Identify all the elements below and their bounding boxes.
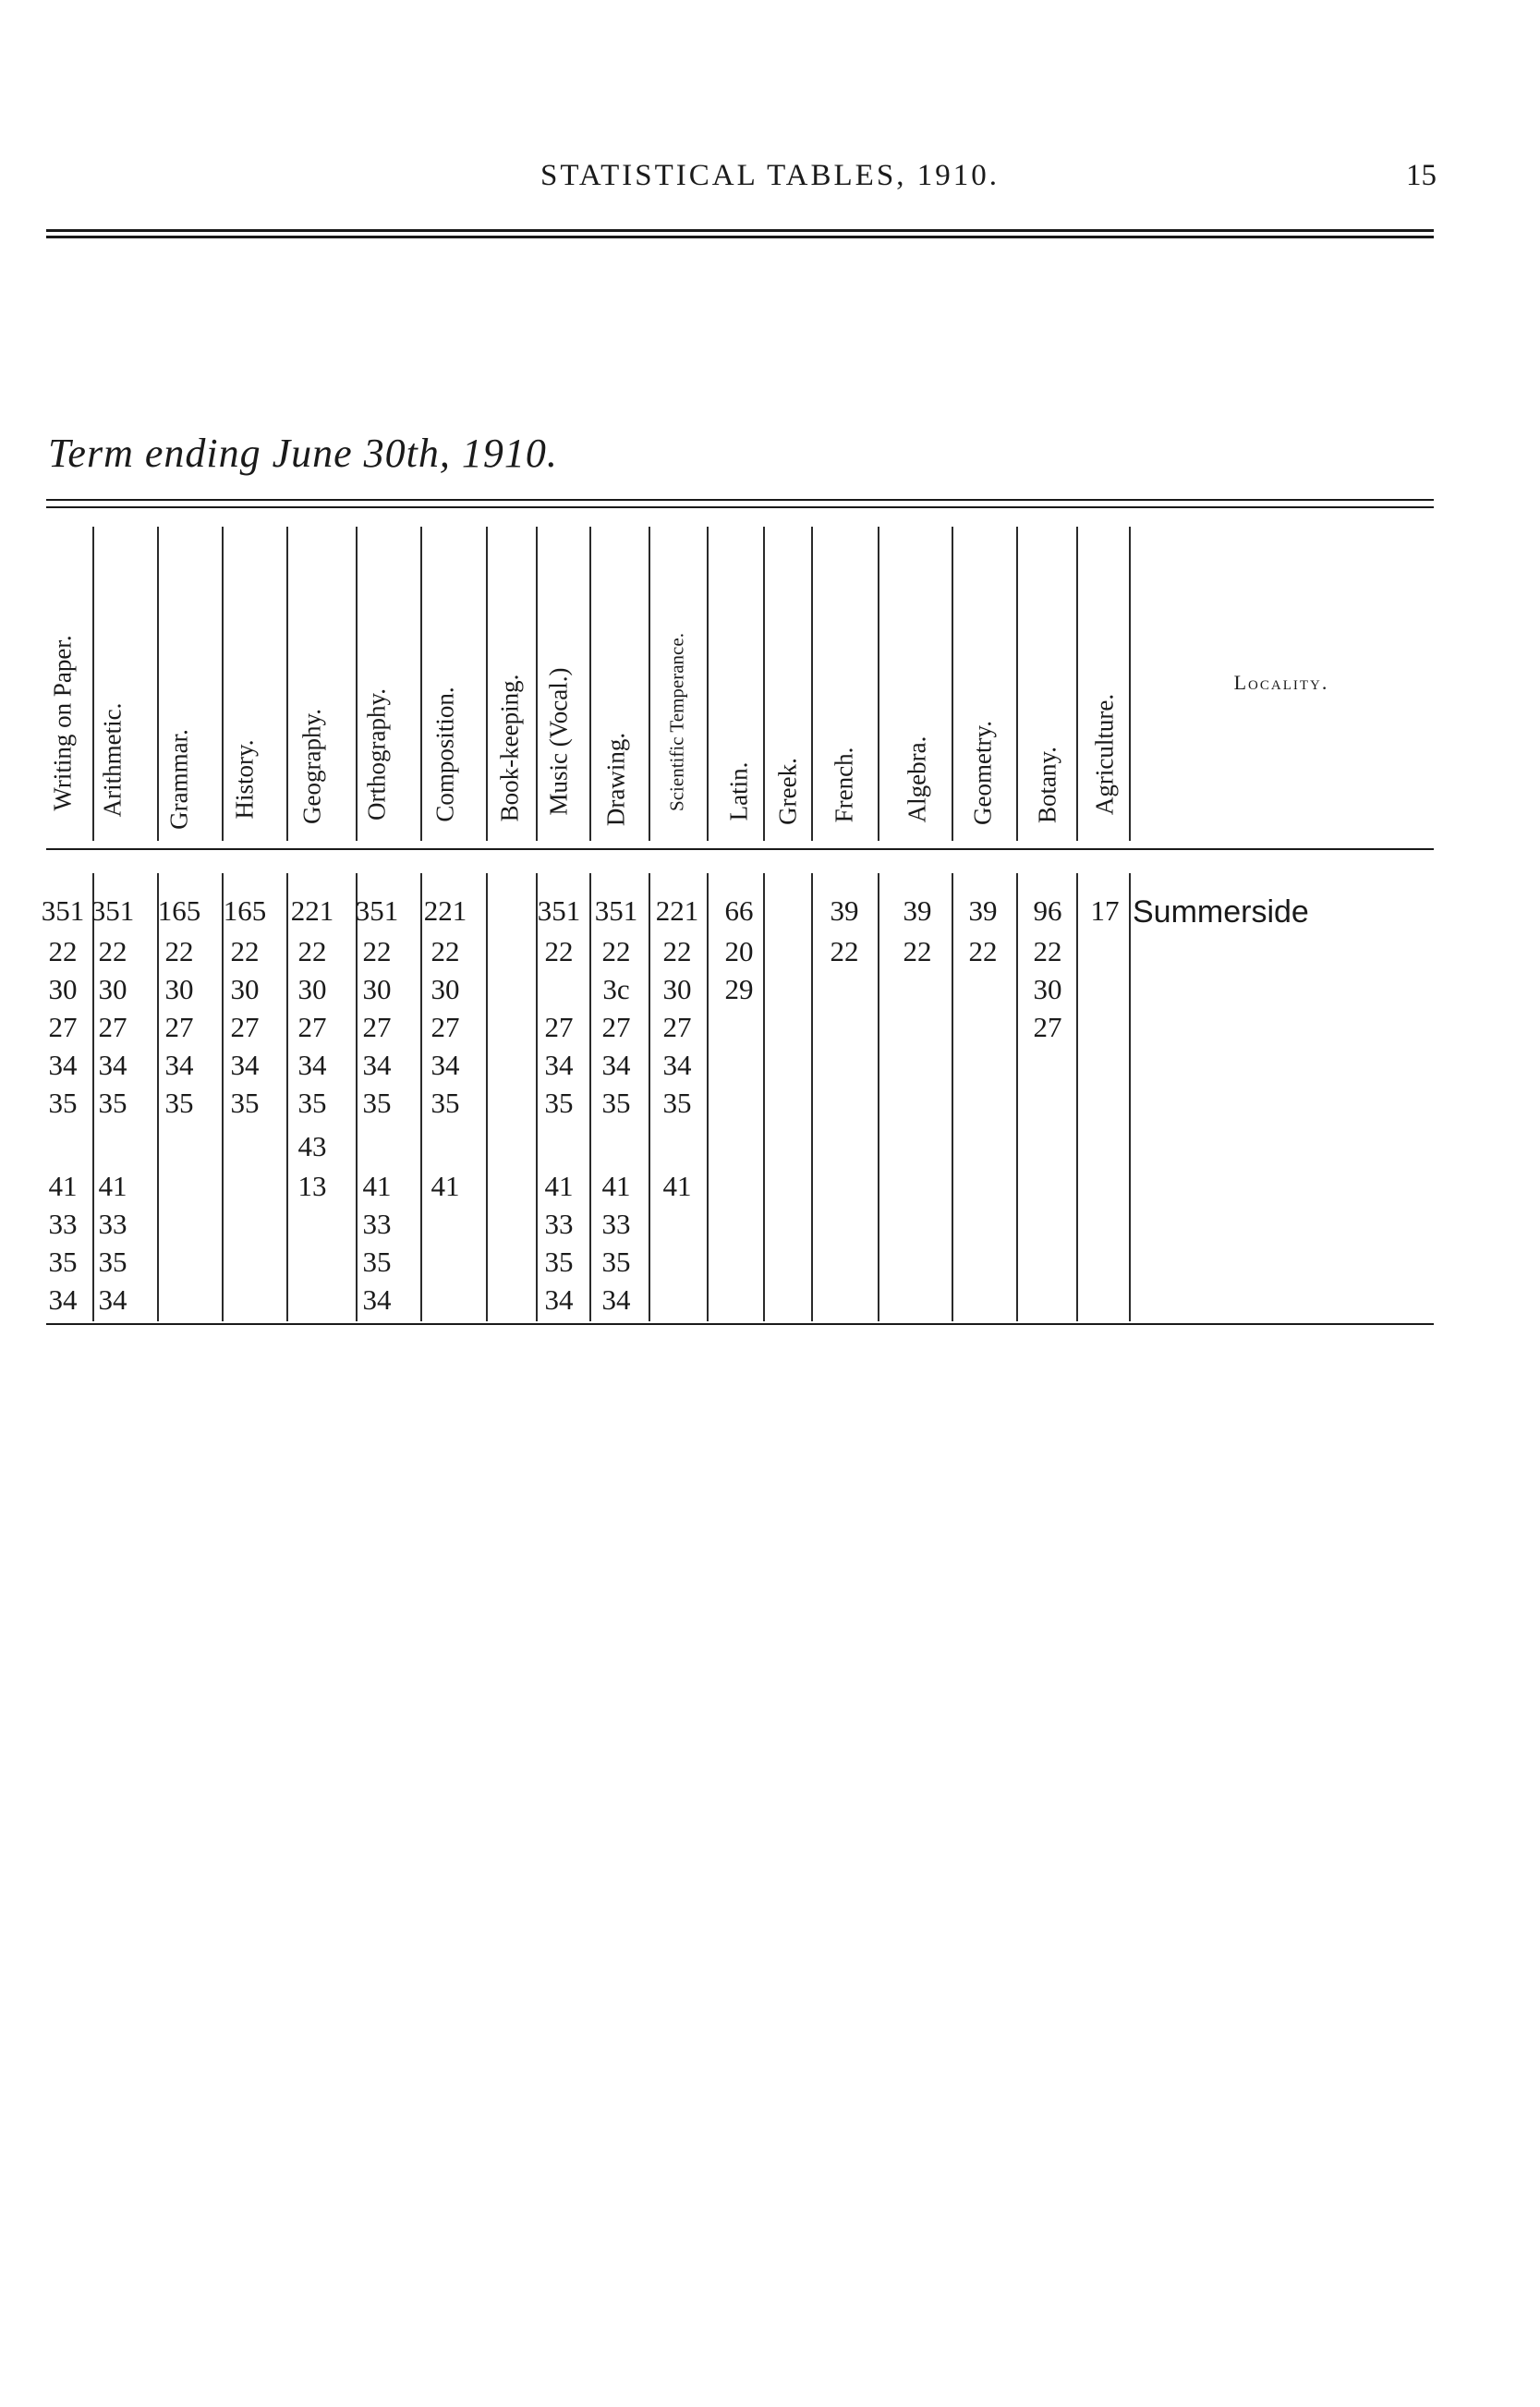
table-cell: 35 xyxy=(164,1087,194,1119)
table-cell: 30 xyxy=(430,973,460,1005)
table-cell: 20 xyxy=(724,935,754,967)
header-column-separator xyxy=(589,527,591,841)
table-cell: 27 xyxy=(1033,1011,1062,1043)
table-cell: 35 xyxy=(98,1246,127,1278)
table-cell: 221 xyxy=(290,894,334,927)
table-cell: 27 xyxy=(297,1011,327,1043)
table-cell: 34 xyxy=(98,1049,127,1081)
table-cell: 30 xyxy=(230,973,260,1005)
table-cell: 41 xyxy=(98,1170,127,1202)
table-cell: 41 xyxy=(48,1170,78,1202)
table-cell: 30 xyxy=(1033,973,1062,1005)
table-bottom-rule xyxy=(46,1323,1434,1325)
body-column-separator xyxy=(486,873,488,1321)
header-column-separator xyxy=(707,527,709,841)
table-cell: 41 xyxy=(544,1170,574,1202)
table-cell: 165 xyxy=(223,894,267,927)
column-header: Arithmetic. xyxy=(98,702,127,818)
table-cell: 30 xyxy=(662,973,692,1005)
table-cell: 34 xyxy=(164,1049,194,1081)
table-cell: 22 xyxy=(48,935,78,967)
column-header: Geography. xyxy=(297,709,326,824)
table-cell: 27 xyxy=(164,1011,194,1043)
table-cell: 22 xyxy=(601,935,631,967)
column-header: Geometry. xyxy=(968,720,997,825)
table-cell: 30 xyxy=(297,973,327,1005)
table-cell: 35 xyxy=(430,1087,460,1119)
header-column-separator xyxy=(1076,527,1078,841)
table-cell: 22 xyxy=(830,935,859,967)
column-header: Orthography. xyxy=(362,687,391,821)
term-title: Term ending June 30th, 1910. xyxy=(48,431,558,476)
table-cell: 27 xyxy=(98,1011,127,1043)
table-cell: 41 xyxy=(362,1170,392,1202)
page-header-title: STATISTICAL TABLES, 1910. xyxy=(540,159,1000,192)
header-column-separator xyxy=(878,527,879,841)
column-header: Music (Vocal.) xyxy=(544,667,573,816)
table-cell: 33 xyxy=(601,1208,631,1240)
column-header: Writing on Paper. xyxy=(48,635,77,811)
table-cell: 34 xyxy=(362,1049,392,1081)
table-cell: 30 xyxy=(48,973,78,1005)
table-cell: 22 xyxy=(164,935,194,967)
header-column-separator xyxy=(222,527,224,841)
column-header: Grammar. xyxy=(164,728,193,830)
table-cell: 34 xyxy=(98,1283,127,1316)
header-column-separator xyxy=(763,527,765,841)
table-cell: 27 xyxy=(544,1011,574,1043)
table-cell: 35 xyxy=(601,1246,631,1278)
header-column-separator xyxy=(356,527,358,841)
table-cell: 35 xyxy=(48,1246,78,1278)
table-cell: 35 xyxy=(297,1087,327,1119)
header-column-separator xyxy=(420,527,422,841)
header-column-separator xyxy=(811,527,813,841)
table-cell: 27 xyxy=(48,1011,78,1043)
table-cell: 351 xyxy=(91,894,135,927)
table-cell: 41 xyxy=(662,1170,692,1202)
column-header: Agriculture. xyxy=(1090,693,1119,815)
table-cell: 27 xyxy=(430,1011,460,1043)
table-cell: 30 xyxy=(362,973,392,1005)
column-header: Composition. xyxy=(430,686,459,822)
table-cell: 41 xyxy=(430,1170,460,1202)
table-cell: 34 xyxy=(601,1049,631,1081)
table-cell: 34 xyxy=(601,1283,631,1316)
table-cell: 27 xyxy=(601,1011,631,1043)
table-cell: 351 xyxy=(537,894,581,927)
column-header: History. xyxy=(230,739,259,819)
column-header: Algebra. xyxy=(903,735,931,822)
table-cell: 22 xyxy=(297,935,327,967)
header-column-separator xyxy=(92,527,94,841)
table-cell: 22 xyxy=(98,935,127,967)
header-column-separator xyxy=(952,527,953,841)
column-header: Greek. xyxy=(773,758,802,825)
table-cell: 96 xyxy=(1033,894,1062,927)
table-cell: 3c xyxy=(602,973,630,1005)
table-cell: 43 xyxy=(297,1130,327,1162)
table-cell: 22 xyxy=(544,935,574,967)
header-column-separator xyxy=(649,527,650,841)
table-cell: 35 xyxy=(98,1087,127,1119)
table-cell: 66 xyxy=(724,894,754,927)
table-cell: 22 xyxy=(1033,935,1062,967)
table-cell: 17 xyxy=(1090,894,1120,927)
column-header: Book-keeping. xyxy=(495,674,524,822)
table-cell: 22 xyxy=(903,935,932,967)
table-cell: 221 xyxy=(423,894,467,927)
table-cell: 22 xyxy=(230,935,260,967)
table-cell: 35 xyxy=(544,1246,574,1278)
table-cell: 27 xyxy=(662,1011,692,1043)
table-cell: 29 xyxy=(724,973,754,1005)
table-cell: 34 xyxy=(662,1049,692,1081)
table-cell: 33 xyxy=(362,1208,392,1240)
table-cell: 13 xyxy=(297,1170,327,1202)
table-cell: 22 xyxy=(662,935,692,967)
table-cell: 34 xyxy=(544,1049,574,1081)
table-cell: 165 xyxy=(157,894,201,927)
table-cell: 22 xyxy=(430,935,460,967)
column-header: French. xyxy=(830,747,858,823)
header-column-separator xyxy=(286,527,288,841)
header-column-separator xyxy=(157,527,159,841)
body-column-separator xyxy=(878,873,879,1321)
locality-cell: Summerside xyxy=(1133,894,1309,930)
table-cell: 34 xyxy=(297,1049,327,1081)
column-header: Latin. xyxy=(724,761,753,821)
table-cell: 39 xyxy=(830,894,859,927)
table-cell: 34 xyxy=(430,1049,460,1081)
table-cell: 35 xyxy=(48,1087,78,1119)
column-header: Botany. xyxy=(1033,747,1061,824)
table-cell: 35 xyxy=(230,1087,260,1119)
table-cell: 35 xyxy=(662,1087,692,1119)
table-cell: 30 xyxy=(98,973,127,1005)
table-cell: 39 xyxy=(968,894,998,927)
table-cell: 27 xyxy=(230,1011,260,1043)
table-cell: 351 xyxy=(41,894,85,927)
table-cell: 33 xyxy=(544,1208,574,1240)
header-column-separator xyxy=(1016,527,1018,841)
table-cell: 34 xyxy=(48,1049,78,1081)
table-cell: 35 xyxy=(601,1087,631,1119)
table-cell: 33 xyxy=(48,1208,78,1240)
table-cell: 39 xyxy=(903,894,932,927)
table-cell: 41 xyxy=(601,1170,631,1202)
table-cell: 34 xyxy=(230,1049,260,1081)
body-column-separator xyxy=(1129,873,1131,1321)
table-cell: 34 xyxy=(362,1283,392,1316)
header-column-separator xyxy=(536,527,538,841)
header-bottom-rule xyxy=(46,848,1434,850)
page-number: 15 xyxy=(1406,159,1437,192)
column-header: Drawing. xyxy=(601,732,630,826)
table-cell: 35 xyxy=(362,1246,392,1278)
table-cell: 34 xyxy=(544,1283,574,1316)
table-cell: 30 xyxy=(164,973,194,1005)
table-cell: 35 xyxy=(544,1087,574,1119)
table-cell: 351 xyxy=(594,894,638,927)
table-cell: 34 xyxy=(48,1283,78,1316)
header-column-separator xyxy=(486,527,488,841)
column-header: Scientific Temperance. xyxy=(665,633,688,811)
table-cell: 27 xyxy=(362,1011,392,1043)
table-cell: 22 xyxy=(968,935,998,967)
table-cell: 35 xyxy=(362,1087,392,1119)
table-cell: 221 xyxy=(655,894,699,927)
table-cell: 351 xyxy=(355,894,399,927)
table-cell: 22 xyxy=(362,935,392,967)
table-cell: 33 xyxy=(98,1208,127,1240)
locality-header: Locality. xyxy=(1233,671,1329,694)
